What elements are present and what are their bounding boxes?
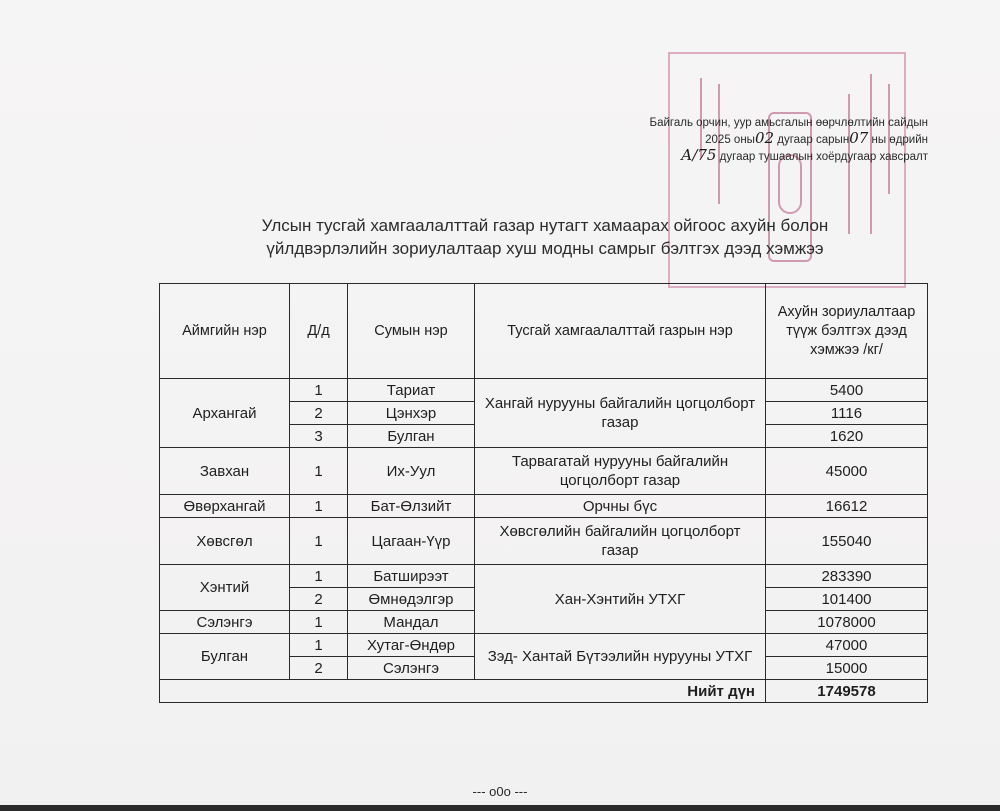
cell-limit: 155040 [766, 518, 928, 565]
title-line-2: үйлдвэрлэлийн зориулалтаар хуш модны самрыг бэлтгэх дээд хэмжээ [266, 239, 824, 258]
cell-sum: Бат-Өлзийт [348, 495, 475, 518]
cell-limit: 16612 [766, 495, 928, 518]
cell-dd: 1 [290, 518, 348, 565]
title-line-1: Улсын тусгай хамгаалалттай газар нутагт хамаарах ойгоос ахуйн болон [261, 216, 829, 235]
table-row [160, 379, 928, 402]
cell-limit: 101400 [766, 588, 928, 611]
header-limit: Ахуйн зориулалтаар түүж бэлтгэх дээд хэмжээ /кг/ [766, 284, 928, 379]
cell-aimag: Архангай [160, 379, 290, 448]
cell-area: Тарвагатай нурууны байгалийн цогцолборт газар [475, 448, 766, 495]
handwritten-day: 07 [849, 129, 869, 147]
cell-sum: Булган [348, 425, 475, 448]
cell-aimag: Завхан [160, 448, 290, 495]
table-row [160, 518, 928, 565]
cell-aimag: Өвөрхангай [160, 495, 290, 518]
cell-sum: Цагаан-Үүр [348, 518, 475, 565]
approval-line-1: Байгаль орчин, уур амьсгалын өөрчлөлтийн сайдын [649, 117, 928, 129]
cell-limit: 5400 [766, 379, 928, 402]
cell-area: Хангай нурууны байгалийн цогцолборт газар [475, 379, 766, 448]
cell-sum: Их-Уул [348, 448, 475, 495]
approval-note [650, 116, 928, 165]
cell-dd: 1 [290, 611, 348, 634]
header-area: Тусгай хамгаалалттай газрын нэр [475, 284, 766, 379]
cell-dd: 1 [290, 565, 348, 588]
cell-limit: 47000 [766, 634, 928, 657]
cell-limit: 1116 [766, 402, 928, 425]
cell-limit: 15000 [766, 657, 928, 680]
header-sum: Сумын нэр [348, 284, 475, 379]
cell-sum: Хутаг-Өндөр [348, 634, 475, 657]
cell-limit: 283390 [766, 565, 928, 588]
cell-area: Хан-Хэнтийн УТХГ [475, 565, 766, 634]
cell-aimag: Булган [160, 634, 290, 680]
cell-dd: 2 [290, 657, 348, 680]
cell-sum: Тариат [348, 379, 475, 402]
cell-sum: Өмнөдэлгэр [348, 588, 475, 611]
cell-dd: 1 [290, 379, 348, 402]
cell-dd: 1 [290, 448, 348, 495]
cell-aimag: Хөвсгөл [160, 518, 290, 565]
approval-line-2: 2025 оны02 дугаар сарын07 ны өдрийн [705, 129, 928, 147]
table-row [160, 495, 928, 518]
cell-sum: Цэнхэр [348, 402, 475, 425]
cell-sum: Батширээт [348, 565, 475, 588]
cell-limit: 1620 [766, 425, 928, 448]
approval-line-3: А/75 дугаар тушаалын хоёрдугаар хавсралт [680, 146, 928, 164]
cell-aimag: Хэнтий [160, 565, 290, 611]
harvest-limits-table [159, 283, 928, 703]
header-aimag: Аймгийн нэр [160, 284, 290, 379]
table-row [160, 634, 928, 657]
total-label: Нийт дүн [160, 680, 766, 703]
table-row [160, 448, 928, 495]
cell-dd: 2 [290, 402, 348, 425]
cell-limit: 1078000 [766, 611, 928, 634]
cell-area: Зэд- Хантай Бүтээлийн нурууны УТХГ [475, 634, 766, 680]
total-row [160, 680, 928, 703]
cell-sum: Сэлэнгэ [348, 657, 475, 680]
cell-sum: Мандал [348, 611, 475, 634]
cell-aimag: Сэлэнгэ [160, 611, 290, 634]
cell-dd: 1 [290, 495, 348, 518]
total-value: 1749578 [766, 680, 928, 703]
header-dd: Д/д [290, 284, 348, 379]
cell-dd: 1 [290, 634, 348, 657]
bottom-border [0, 805, 1000, 811]
document-title [160, 214, 930, 260]
cell-dd: 2 [290, 588, 348, 611]
handwritten-month: 02 [754, 129, 775, 147]
cell-dd: 3 [290, 425, 348, 448]
cell-limit: 45000 [766, 448, 928, 495]
cell-area: Орчны бүс [475, 495, 766, 518]
handwritten-order-number: А/75 [680, 146, 717, 164]
end-mark: --- o0o --- [472, 784, 528, 799]
cell-area: Хөвсгөлийн байгалийн цогцолборт газар [475, 518, 766, 565]
table-header-row [160, 284, 928, 379]
table-row [160, 565, 928, 588]
